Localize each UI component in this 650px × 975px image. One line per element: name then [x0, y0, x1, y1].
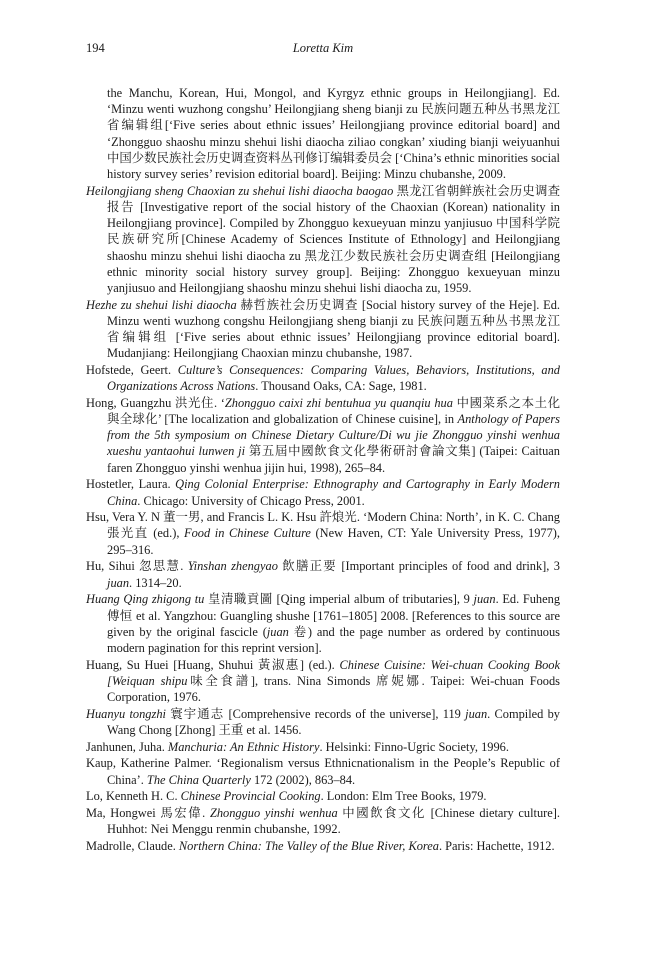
bibliography-entry — [86, 362, 560, 394]
entry-text: Janhunen, Juha. — [86, 739, 168, 754]
entry-text: 黑龙江省朝鲜族社会历史调查报告 [Investigative report of the social history of the Chaoxian (Korean) nationality in Heilongjiang province]. Compiled by Zhongguo kexueyuan minzu yanjiusuo 中国科学院民族研究所[Chinese Academy of Sciences Institute of Ethnology] and Heilongjiang shaoshu minzu shehui lishi diaocha zu 黑龙江少数民族社会历史调查组 [Heilongjiang ethnic minority social history survey group]. Beijing: Zhongguo kexueyuan minzu yanjiusuo and Heilongjiang shaoshu minzu shehui lishi diaocha zu, 1959. — [107, 183, 560, 295]
entry-text: . 1314–20. — [129, 575, 182, 590]
entry-text: 中國菜系之本土化與全球化’ [The localization and globalization of Chinese cuisine], in — [107, 395, 560, 427]
page-number: 194 — [86, 41, 105, 55]
entry-text: Madrolle, Claude. — [86, 838, 179, 853]
entry-title-italic: juan — [473, 592, 496, 607]
entry-text: . Thousand Oaks, CA: Sage, 1981. — [255, 379, 427, 394]
entry-text: Ma, Hongwei 馬宏偉. — [86, 805, 210, 820]
bibliography-entry — [86, 558, 560, 590]
entry-title-italic: The China Quarterly — [146, 772, 251, 787]
entry-text: 中國飲食文化 [Chinese dietary culture]. Huhhot: Nei Menggu renmin chubanshe, 1992. — [107, 805, 560, 837]
entry-text: . Helsinki: Finno-Ugric Society, 1996. — [319, 739, 509, 754]
bibliography-entry — [86, 85, 560, 182]
entry-text: Hofstede, Geert. — [86, 362, 178, 377]
entry-text: Hostetler, Laura. — [86, 477, 176, 492]
entry-title-italic: Anthology of Papers from the 5th symposium on Chinese Dietary Culture/Di wu jie Zhongguo yinshi wenhua xueshu yantaohui lunwen ji — [107, 412, 560, 459]
bibliography-entry — [86, 509, 560, 558]
entry-text: . Compiled by Wang Chong [Zhong] 王重 et al. 1456. — [107, 706, 560, 737]
entry-text: 卷) and the page number as ordered by continuous modern pagination for this reprint version]. — [107, 624, 561, 655]
bibliography-entry — [86, 591, 560, 656]
bibliography-entry — [86, 476, 560, 508]
page-header — [86, 41, 560, 59]
bibliography-entry — [86, 395, 560, 476]
entry-title-italic: Zhongguo yinshi wenhua — [209, 805, 338, 820]
entry-title-italic: Manchuria: An Ethnic History — [167, 739, 320, 754]
bibliography-entry — [86, 183, 560, 296]
entry-title-italic: juan — [465, 706, 488, 721]
entry-text: Hong, Guangzhu 洪光住. ‘ — [86, 395, 225, 410]
entry-text: Huang, Su Huei [Huang, Shuhui 黃淑惠] (ed.). — [86, 657, 340, 672]
entry-text: Hu, Sihui 忽思慧. — [86, 559, 188, 574]
entry-title-italic: Chinese Provincial Cooking — [180, 789, 321, 804]
running-head: Loretta Kim — [292, 41, 354, 55]
entry-title-italic: Chinese Cuisine: Wei-chuan Cooking Book [Weiquan shipu — [107, 657, 560, 688]
entry-text: 172 (2002), 863–84. — [250, 772, 356, 787]
entry-title-italic: juan — [266, 624, 289, 639]
entry-text: the Manchu, Korean, Hui, Mongol, and Kyrgyz ethnic groups in Heilongjiang]. Ed. ‘Minzu wenti wuzhong congshu’ Heilongjiang sheng bianji zu 民族问题五种丛书黑龙江省编辑组[‘Five series about ethnic issues’ Heilongjiang province editorial board] and ‘Zhongguo shaoshu minzu shehui lishi diaocha ziliao congkan’ xiuding bianji weiyuanhui 中国少数民族社会历史调查资料丛刊修订编辑委员会 [‘China’s ethnic minorities social history survey series’ revision editorial board]. Beijing: Minzu chubanshe, 2009. — [107, 86, 560, 182]
bibliography-entry — [86, 788, 560, 804]
entry-text: 第五屆中國飲食文化學術研討會論文集] (Taipei: Caituan faren Zhongguo yinshi wenhua jijin hui, 1998), 265–84. — [107, 444, 561, 475]
entry-title-italic: juan — [107, 575, 130, 590]
entry-text: Kaup, Katherine Palmer. ‘Regionalism versus Ethnicnationalism in the People’s Republic of China’. — [86, 756, 560, 787]
bibliography-entry — [86, 755, 560, 787]
entry-title-italic: Food in Chinese Culture — [184, 526, 311, 541]
entry-text: . Chicago: University of Chicago Press, 2001. — [137, 493, 365, 508]
bibliography-entry — [86, 706, 560, 738]
entry-title-italic: Hezhe zu shehui lishi diaocha — [86, 297, 237, 312]
bibliography-entry — [86, 739, 560, 755]
entry-text: 飲膳正要 [Important principles of food and drink], 3 — [277, 559, 560, 574]
entry-title-italic: Heilongjiang sheng Chaoxian zu shehui lishi diaocha baogao — [86, 183, 394, 198]
entry-text: Lo, Kenneth H. C. — [86, 789, 181, 804]
entry-title-italic: Huanyu tongzhi — [86, 706, 166, 721]
entry-text: 皇清職貢圖 [Qing imperial album of tributaries], 9 — [204, 592, 474, 607]
entry-text: . Ed. Fuheng 傅恒 et al. Yangzhou: Guangling shushe [1761–1805] 2008. [References to this source are given by the original fascicle ( — [107, 592, 561, 639]
entry-text: 味全食譜], trans. Nina Simonds 席妮娜. Taipei: Wei-chuan Foods Corporation, 1976. — [107, 673, 560, 705]
bibliography-entry — [86, 297, 560, 362]
bibliography-entry — [86, 838, 560, 854]
entry-text: . London: Elm Tree Books, 1979. — [320, 789, 487, 804]
entry-title-italic: Culture’s Consequences: Comparing Values, Behaviors, Institutions, and Organizations Across Nations — [107, 362, 560, 394]
bibliography-entry — [86, 657, 560, 706]
entry-title-italic: Yinshan zhengyao — [187, 559, 278, 574]
entry-text: 寰宇通志 [Comprehensive records of the universe], 119 — [165, 706, 466, 721]
entry-title-italic: Huang Qing zhigong tu — [86, 592, 205, 607]
entry-title-italic: Qing Colonial Enterprise: Ethnography and Cartography in Early Modern China — [107, 477, 561, 508]
bibliography-entry — [86, 805, 560, 837]
entry-title-italic: Northern China: The Valley of the Blue River, Korea — [178, 838, 439, 853]
entry-text: 赫哲族社会历史调查 [Social history survey of the Heje]. Ed. Minzu wenti wuzhong congshu Heilongjiang sheng bianji zu 民族问题五种丛书黑龙江省编辑组 [‘Five series about ethnic issues’ Heilongjiang province editorial board]. Mudanjiang: Heilongjiang Chaoxian minzu chubanshe, 1987. — [107, 297, 560, 361]
entry-text: Hsu, Vera Y. N 董一男, and Francis L. K. Hsu 許烺光. ‘Modern China: North’, in K. C. Chang 張光直 (ed.), — [86, 510, 560, 541]
entry-text: (New Haven, CT: Yale University Press, 1977), 295–316. — [107, 526, 561, 557]
entry-text: . Paris: Hachette, 1912. — [438, 838, 555, 853]
bibliography-list — [86, 85, 560, 855]
entry-title-italic: Zhongguo caixi zhi bentuhua yu quanqiu hua — [224, 395, 453, 410]
